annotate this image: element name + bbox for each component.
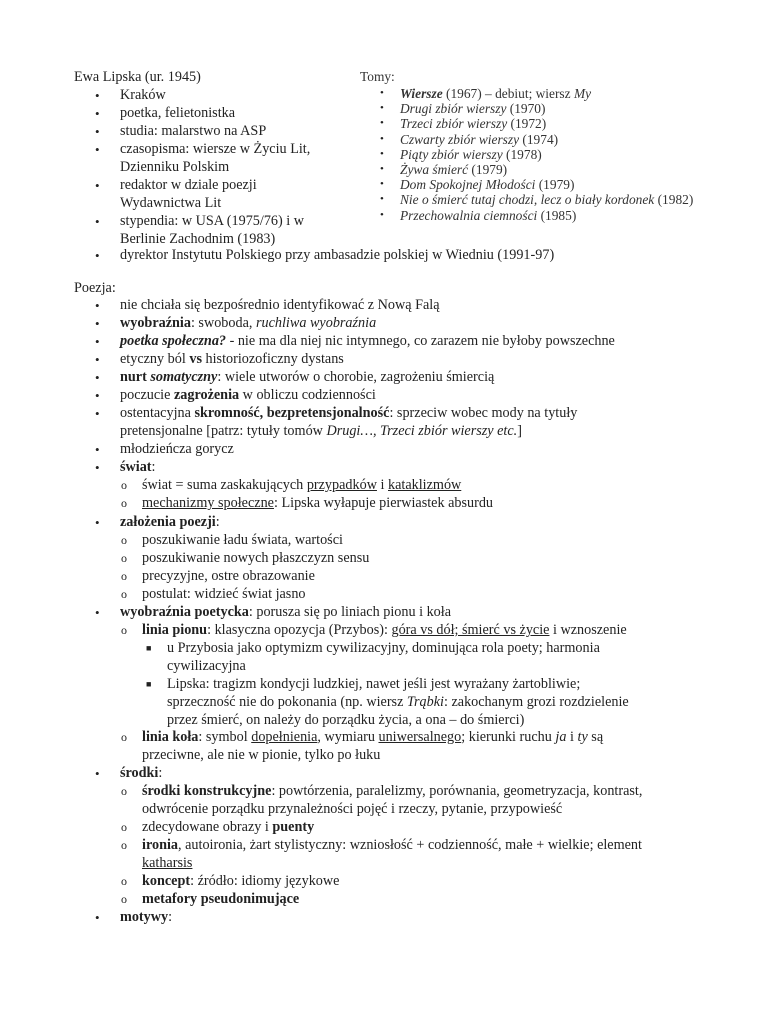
sub-item: zdecydowane obrazy i puenty — [142, 819, 315, 835]
list-item: młodzieńcza gorycz — [120, 441, 234, 457]
bullet-glyph: • — [95, 248, 100, 263]
bullet-glyph: • — [95, 910, 100, 925]
bullet-glyph: • — [95, 406, 100, 421]
book-title: Wiersze — [400, 86, 443, 101]
bio-item-continuation: Dzienniku Polskim — [120, 159, 230, 175]
book-year: (1979) — [535, 177, 575, 193]
bullet-glyph: • — [380, 132, 384, 145]
book-title: Czwarty zbiór wierszy — [400, 131, 520, 147]
bullet-glyph: • — [95, 370, 100, 385]
bullet-glyph: • — [95, 766, 100, 781]
bullet-glyph: • — [95, 515, 100, 530]
bullet-glyph: • — [95, 106, 100, 121]
circle-bullet-glyph: o — [121, 569, 127, 583]
list-item: etyczny ból vs historiozoficzny dystans — [120, 351, 344, 367]
circle-bullet-glyph: o — [121, 820, 127, 834]
book-year: (1978) — [502, 146, 542, 162]
bullet-glyph: • — [95, 388, 100, 403]
book-title: Trzeci zbiór wierszy — [400, 116, 508, 132]
list-item: nurt somatyczny: wiele utworów o chorobie, zagrożeniu śmiercią — [120, 369, 495, 385]
bullet-glyph: • — [95, 352, 100, 367]
book-entry — [400, 192, 693, 208]
bio-item: czasopisma: wiersze w Życiu Lit, — [120, 141, 311, 157]
sub-sub-item-continuation: cywilizacyjna — [167, 658, 246, 674]
book-entry — [400, 162, 507, 178]
bullet-glyph: • — [95, 142, 100, 157]
bio-item: poetka, felietonistka — [120, 105, 236, 121]
list-item-continuation: pretensjonalne [patrz: tytuły tomów Drugi…, Trzeci zbiór wierszy etc.] — [120, 423, 522, 439]
book-title: Piąty zbiór wierszy — [400, 146, 503, 162]
circle-bullet-glyph: o — [121, 587, 127, 601]
circle-bullet-glyph: o — [121, 478, 127, 492]
square-bullet-glyph: ■ — [146, 643, 152, 653]
list-item-wyobraznia: wyobraźnia poetycka: porusza się po liniach pionu i koła — [120, 604, 452, 620]
sub-item: świat = suma zaskakujących przypadków i kataklizmów — [142, 477, 462, 493]
circle-bullet-glyph: o — [121, 496, 127, 510]
sub-item: precyzyjne, ostre obrazowanie — [142, 568, 315, 584]
poem-title: My — [573, 86, 592, 101]
book-entry — [400, 208, 576, 224]
tomy-heading: Tomy: — [360, 69, 395, 84]
book-entry — [400, 101, 545, 117]
sub-item: poszukiwanie nowych płaszczyzn sensu — [142, 550, 370, 566]
book-title: Drugi zbiór wierszy — [400, 101, 507, 117]
author-heading: Ewa Lipska (ur. 1945) — [74, 69, 201, 85]
bullet-glyph: • — [95, 214, 100, 229]
sub-item: mechanizmy społeczne: Lipska wyłapuje pierwiastek absurdu — [142, 495, 494, 511]
list-item-motywy: motywy: — [120, 909, 173, 925]
sub-item-linia-pionu: linia pionu: klasyczna opozycja (Przybos): góra vs dół; śmierć vs życie i wznoszenie — [142, 622, 627, 638]
circle-bullet-glyph: o — [121, 874, 127, 888]
book-year: (1970) — [506, 101, 546, 117]
bullet-glyph: • — [95, 88, 100, 103]
sub-item-continuation: katharsis — [142, 855, 193, 871]
book-year: (1972) — [507, 116, 547, 132]
list-item-swiat: świat: — [120, 459, 156, 475]
bio-item-continuation: Berlinie Zachodnim (1983) — [120, 231, 276, 247]
book-title: Dom Spokojnej Młodości — [400, 177, 536, 193]
circle-bullet-glyph: o — [121, 623, 127, 637]
bio-item: Kraków — [120, 87, 166, 103]
sub-item: metafory pseudonimujące — [142, 891, 300, 907]
bullet-glyph: • — [380, 87, 384, 99]
bio-item: redaktor w dziale poezji — [120, 177, 257, 193]
bullet-glyph: • — [380, 208, 384, 221]
circle-bullet-glyph: o — [121, 533, 127, 547]
sub-sub-item: Lipska: tragizm kondycji ludzkiej, nawet jeśli jest wyrażany żartobliwie; — [167, 676, 581, 692]
book-title: Przechowalnia ciemności — [400, 207, 538, 223]
sub-item: środki konstrukcyjne: powtórzenia, paralelizmy, porównania, geometryzacja, kontrast, — [142, 783, 643, 799]
bullet-glyph: • — [95, 460, 100, 475]
bullet-glyph: • — [380, 163, 384, 175]
book-entry — [400, 147, 542, 163]
circle-bullet-glyph: o — [121, 892, 127, 906]
circle-bullet-glyph: o — [121, 551, 127, 565]
bullet-glyph: • — [95, 316, 100, 331]
bullet-glyph: • — [95, 298, 100, 313]
book-year: (1974) — [519, 131, 559, 147]
circle-bullet-glyph: o — [121, 838, 127, 852]
bio-item-continuation: Wydawnictwa Lit — [120, 195, 222, 211]
sub-sub-item-continuation: sprzeczność nie do pokonania (np. wiersz Trąbki: zakochanym grozi rozdzielenie — [167, 694, 629, 710]
bullet-glyph: • — [95, 605, 100, 620]
bullet-glyph: • — [380, 178, 384, 191]
sub-item-continuation: odwrócenie porządku przynależności pojęć i rzeczy, pytanie, przypowieść — [142, 801, 563, 817]
list-item: nie chciała się bezpośrednio identyfikować z Nową Falą — [120, 297, 440, 313]
sub-item: koncept: źródło: idiomy językowe — [142, 873, 340, 889]
book-year: (1985) — [537, 207, 577, 223]
list-item-srodki: środki: — [120, 765, 163, 781]
list-item-zalozenia: założenia poezji: — [120, 514, 220, 530]
book-year: (1979) — [468, 162, 508, 177]
bullet-glyph: • — [95, 334, 100, 349]
sub-item-continuation: przeciwne, ale nie w pionie, tylko po łuku — [142, 747, 381, 763]
square-bullet-glyph: ■ — [146, 679, 152, 689]
sub-sub-item-continuation: przez śmierć, on należy do porządku życia, a ona – do śmierci) — [167, 712, 525, 728]
book-title: Nie o śmierć tutaj chodzi, lecz o biały kordonek — [400, 192, 655, 208]
book-entry — [400, 86, 591, 102]
list-item: poczucie zagrożenia w obliczu codzienności — [120, 387, 376, 403]
bullet-glyph: • — [95, 442, 100, 457]
list-item: wyobraźnia: swoboda, ruchliwa wyobraźnia — [120, 315, 377, 331]
book-year: (1967) – debiut; wiersz — [442, 86, 574, 101]
book-entry — [400, 116, 546, 132]
sub-item-linia-kola: linia koła: symbol dopełnienia, wymiaru uniwersalnego; kierunki ruchu ja i ty są — [142, 729, 604, 745]
circle-bullet-glyph: o — [121, 784, 127, 798]
bullet-glyph: • — [380, 117, 384, 130]
book-entry — [400, 132, 558, 148]
book-entry — [400, 177, 574, 193]
book-year: (1982) — [654, 192, 694, 208]
bio-item: stypendia: w USA (1975/76) i w — [120, 213, 305, 229]
poezja-heading: Poezja: — [74, 280, 116, 296]
list-item: ostentacyjna skromność, bezpretensjonalność: sprzeciw wobec mody na tytuły — [120, 405, 578, 421]
bio-item: studia: malarstwo na ASP — [120, 123, 267, 139]
circle-bullet-glyph: o — [121, 730, 127, 744]
sub-item: ironia, autoironia, żart stylistyczny: wzniosłość + codzienność, małe + wielkie; element — [142, 837, 642, 853]
bio-item: dyrektor Instytutu Polskiego przy ambasadzie polskiej w Wiedniu (1991-97) — [120, 247, 555, 263]
bullet-glyph: • — [95, 124, 100, 139]
sub-item: postulat: widzieć świat jasno — [142, 586, 306, 602]
sub-sub-item: u Przybosia jako optymizm cywilizacyjny, dominująca rola poety; harmonia — [167, 640, 600, 656]
book-title: Żywa śmierć — [400, 162, 469, 177]
bullet-glyph: • — [95, 178, 100, 193]
bullet-glyph: • — [380, 147, 384, 160]
sub-item: poszukiwanie ładu świata, wartości — [142, 532, 343, 548]
bullet-glyph: • — [380, 102, 384, 115]
bullet-glyph: • — [380, 193, 384, 206]
list-item: poetka społeczna? - nie ma dla niej nic intymnego, co zarazem nie byłoby powszechne — [120, 333, 615, 349]
